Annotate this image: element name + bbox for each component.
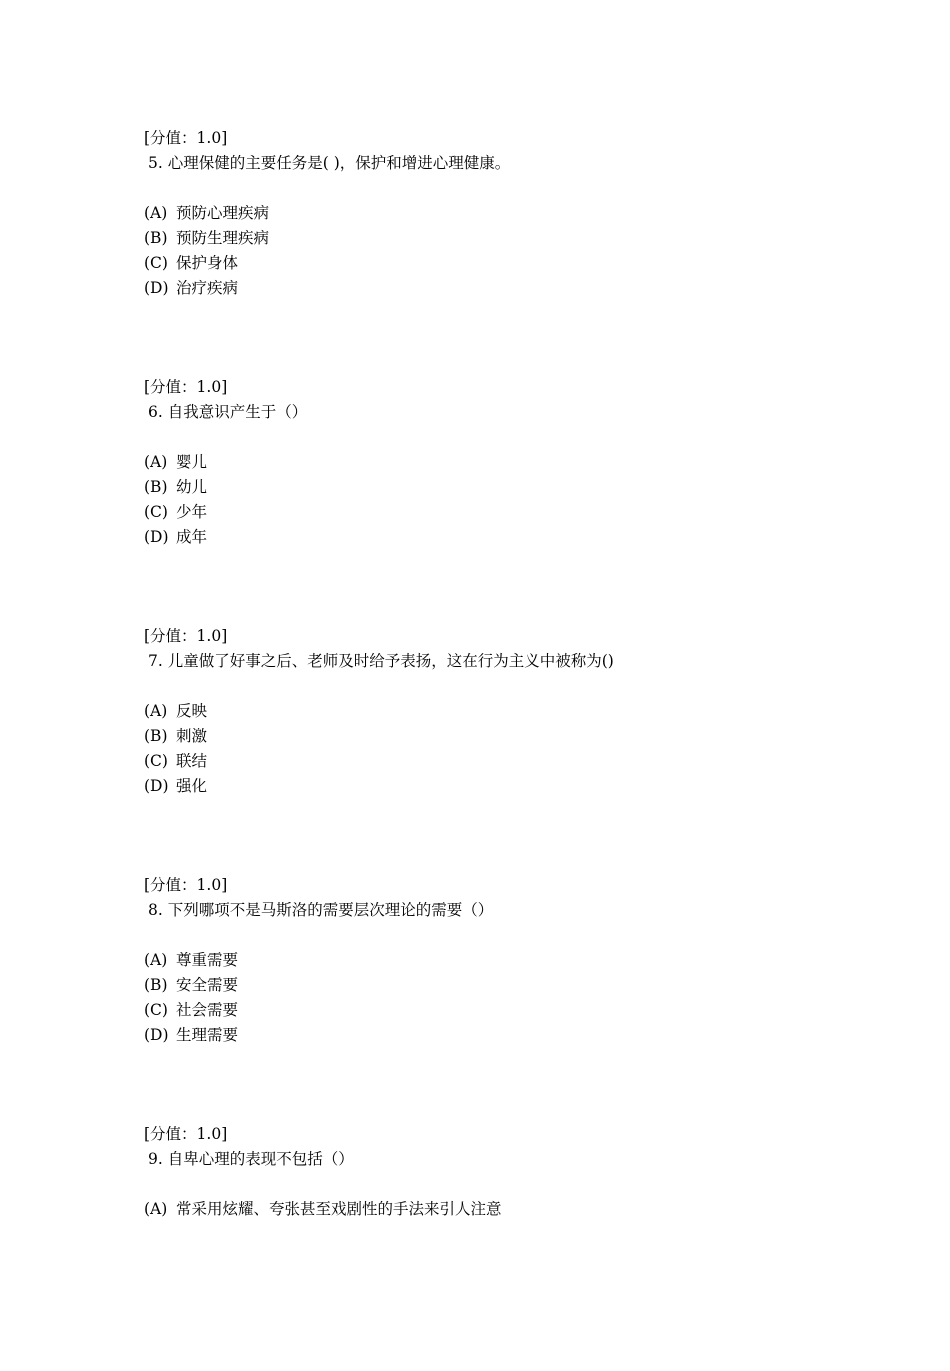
- document-page: [144, 126, 844, 1371]
- option-b[interactable]: [144, 475, 844, 500]
- option-text: 反映: [176, 702, 208, 720]
- option-text: 尊重需要: [176, 951, 239, 969]
- option-b[interactable]: [144, 724, 844, 749]
- option-text: 幼儿: [176, 478, 208, 496]
- option-letter: (B): [144, 478, 168, 496]
- option-a[interactable]: [144, 450, 844, 475]
- option-b[interactable]: [144, 973, 844, 998]
- question-score: [分值：1.0]: [144, 876, 228, 894]
- question-score: [分值：1.0]: [144, 129, 228, 147]
- spacer: [144, 1172, 844, 1197]
- question-score: [分值：1.0]: [144, 378, 228, 396]
- spacer: [144, 674, 844, 699]
- option-c[interactable]: [144, 251, 844, 276]
- option-d[interactable]: [144, 1023, 844, 1048]
- option-letter: (C): [144, 503, 168, 521]
- question-text: 8. 下列哪项不是马斯洛的需要层次理论的需要（）: [148, 901, 494, 919]
- option-text: 治疗疾病: [176, 279, 239, 297]
- option-letter: (C): [144, 1001, 168, 1019]
- option-text: 预防心理疾病: [176, 204, 270, 222]
- spacer: [144, 923, 844, 948]
- option-text: 少年: [176, 503, 208, 521]
- question-6: [144, 375, 844, 624]
- option-text: 常采用炫耀、夸张甚至戏剧性的手法来引人注意: [176, 1200, 502, 1218]
- question-9: [144, 1122, 844, 1371]
- option-letter: (A): [144, 204, 168, 222]
- option-letter: (C): [144, 254, 168, 272]
- option-text: 保护身体: [176, 254, 239, 272]
- option-a[interactable]: [144, 948, 844, 973]
- option-letter: (D): [144, 528, 169, 546]
- option-d[interactable]: [144, 276, 844, 301]
- spacer: [144, 176, 844, 201]
- option-a[interactable]: [144, 201, 844, 226]
- option-letter: (B): [144, 229, 168, 247]
- option-d[interactable]: [144, 525, 844, 550]
- option-text: 生理需要: [176, 1026, 239, 1044]
- option-letter: (A): [144, 702, 168, 720]
- option-letter: (A): [144, 453, 168, 471]
- option-letter: (A): [144, 951, 168, 969]
- spacer: [144, 425, 844, 450]
- option-a[interactable]: [144, 699, 844, 724]
- question-text: 9. 自卑心理的表现不包括（）: [148, 1150, 354, 1168]
- question-7: [144, 624, 844, 873]
- question-score: [分值：1.0]: [144, 627, 228, 645]
- question-score: [分值：1.0]: [144, 1125, 228, 1143]
- option-d[interactable]: [144, 774, 844, 799]
- option-letter: (C): [144, 752, 168, 770]
- question-text: 7. 儿童做了好事之后、老师及时给予表扬，这在行为主义中被称为(): [148, 652, 614, 670]
- option-text: 联结: [176, 752, 208, 770]
- option-letter: (D): [144, 279, 169, 297]
- option-letter: (B): [144, 976, 168, 994]
- option-c[interactable]: [144, 500, 844, 525]
- option-text: 安全需要: [176, 976, 239, 994]
- question-text: 6. 自我意识产生于（）: [148, 403, 308, 421]
- option-b[interactable]: [144, 226, 844, 251]
- option-text: 强化: [176, 777, 208, 795]
- question-8: [144, 873, 844, 1122]
- question-text: 5. 心理保健的主要任务是( )，保护和增进心理健康。: [148, 154, 511, 172]
- option-letter: (B): [144, 727, 168, 745]
- option-text: 成年: [176, 528, 208, 546]
- option-letter: (D): [144, 777, 169, 795]
- option-letter: (D): [144, 1026, 169, 1044]
- option-text: 社会需要: [176, 1001, 239, 1019]
- option-text: 预防生理疾病: [176, 229, 270, 247]
- option-c[interactable]: [144, 998, 844, 1023]
- option-text: 婴儿: [176, 453, 208, 471]
- option-letter: (A): [144, 1200, 168, 1218]
- option-a[interactable]: [144, 1197, 844, 1222]
- option-c[interactable]: [144, 749, 844, 774]
- question-5: [144, 126, 844, 375]
- option-text: 刺激: [176, 727, 208, 745]
